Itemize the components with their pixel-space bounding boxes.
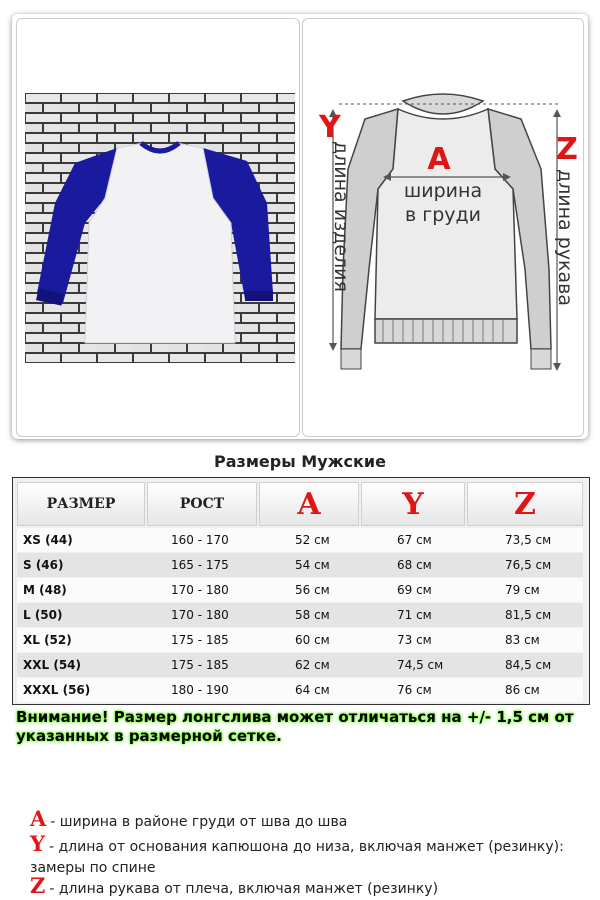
header-size: РАЗМЕР: [17, 482, 145, 526]
cell-a: 62 см: [295, 658, 330, 672]
cell-height: 180 - 190: [171, 683, 229, 697]
cell-height: 175 - 185: [171, 658, 229, 672]
legend-letter-y: Y: [30, 831, 45, 856]
cell-height: 175 - 185: [171, 633, 229, 647]
table-row: [17, 678, 583, 702]
product-images-card: [12, 14, 588, 439]
garment-length-label: длина изделия: [330, 141, 352, 292]
sleeve-length-label: длина рукава: [554, 169, 576, 306]
cell-z: 86 см: [505, 683, 540, 697]
cell-size: XL (52): [23, 633, 72, 647]
chest-label-line2: в груди: [404, 204, 482, 226]
cell-height: 170 - 180: [171, 608, 229, 622]
header-y: Y: [361, 482, 465, 526]
size-table-title: Размеры Мужские: [214, 452, 386, 471]
cell-z: 83 см: [505, 633, 540, 647]
legend-item-y: [30, 833, 570, 879]
cell-y: 74,5 см: [397, 658, 444, 672]
size-table: [12, 477, 590, 705]
cell-height: 160 - 170: [171, 533, 229, 547]
letter-y-label: Y: [319, 110, 341, 145]
cell-size: XXXL (56): [23, 683, 91, 697]
size-table-header: [17, 482, 583, 526]
cell-y: 67 см: [397, 533, 432, 547]
table-row: [17, 528, 583, 552]
cell-a: 64 см: [295, 683, 330, 697]
raglan-longsleeve-photo: [25, 93, 295, 363]
cell-z: 79 см: [505, 583, 540, 597]
chest-label-line1: ширина: [403, 180, 483, 202]
legend-text-z: - длина рукава от плеча, включая манжет (резинку): [49, 881, 439, 897]
cell-y: 76 см: [397, 683, 432, 697]
product-photo-panel: [16, 18, 300, 437]
legend-item-a: [30, 808, 347, 833]
cell-y: 73 см: [397, 633, 432, 647]
table-row: [17, 603, 583, 627]
cell-height: 165 - 175: [171, 558, 229, 572]
cell-z: 81,5 см: [505, 608, 552, 622]
table-row: [17, 628, 583, 652]
table-row: [17, 653, 583, 677]
header-a: A: [259, 482, 359, 526]
legend-letter-z: Z: [30, 873, 46, 898]
sweater-measurement-diagram: [303, 19, 583, 436]
table-row: [17, 578, 583, 602]
cell-size: M (48): [23, 583, 67, 597]
cell-size: XS (44): [23, 533, 73, 547]
legend-text-a: - ширина в районе груди от шва до шва: [50, 814, 348, 830]
cell-a: 52 см: [295, 533, 330, 547]
cell-a: 60 см: [295, 633, 330, 647]
cell-z: 73,5 см: [505, 533, 552, 547]
letter-z-label: Z: [556, 132, 578, 167]
cell-size: S (46): [23, 558, 64, 572]
legend-text-y: - длина от основания капюшона до низа, включая манжет (резинку): замеры по спине: [30, 839, 564, 876]
cell-a: 56 см: [295, 583, 330, 597]
header-height: РОСТ: [147, 482, 257, 526]
cell-size: L (50): [23, 608, 63, 622]
cell-size: XXL (54): [23, 658, 81, 672]
cell-z: 76,5 см: [505, 558, 552, 572]
cell-a: 54 см: [295, 558, 330, 572]
cell-a: 58 см: [295, 608, 330, 622]
cell-y: 68 см: [397, 558, 432, 572]
cell-z: 84,5 см: [505, 658, 552, 672]
legend-item-z: [30, 875, 438, 900]
letter-a-label: A: [427, 142, 451, 177]
legend-letter-a: A: [30, 806, 47, 831]
measurement-diagram-panel: [302, 18, 584, 437]
cell-height: 170 - 180: [171, 583, 229, 597]
header-z: Z: [467, 482, 583, 526]
table-row: [17, 553, 583, 577]
size-warning-note: Внимание! Размер лонгслива может отличаться на +/- 1,5 см от указанных в размерной сетке.: [16, 708, 574, 745]
cell-y: 71 см: [397, 608, 432, 622]
cell-y: 69 см: [397, 583, 432, 597]
